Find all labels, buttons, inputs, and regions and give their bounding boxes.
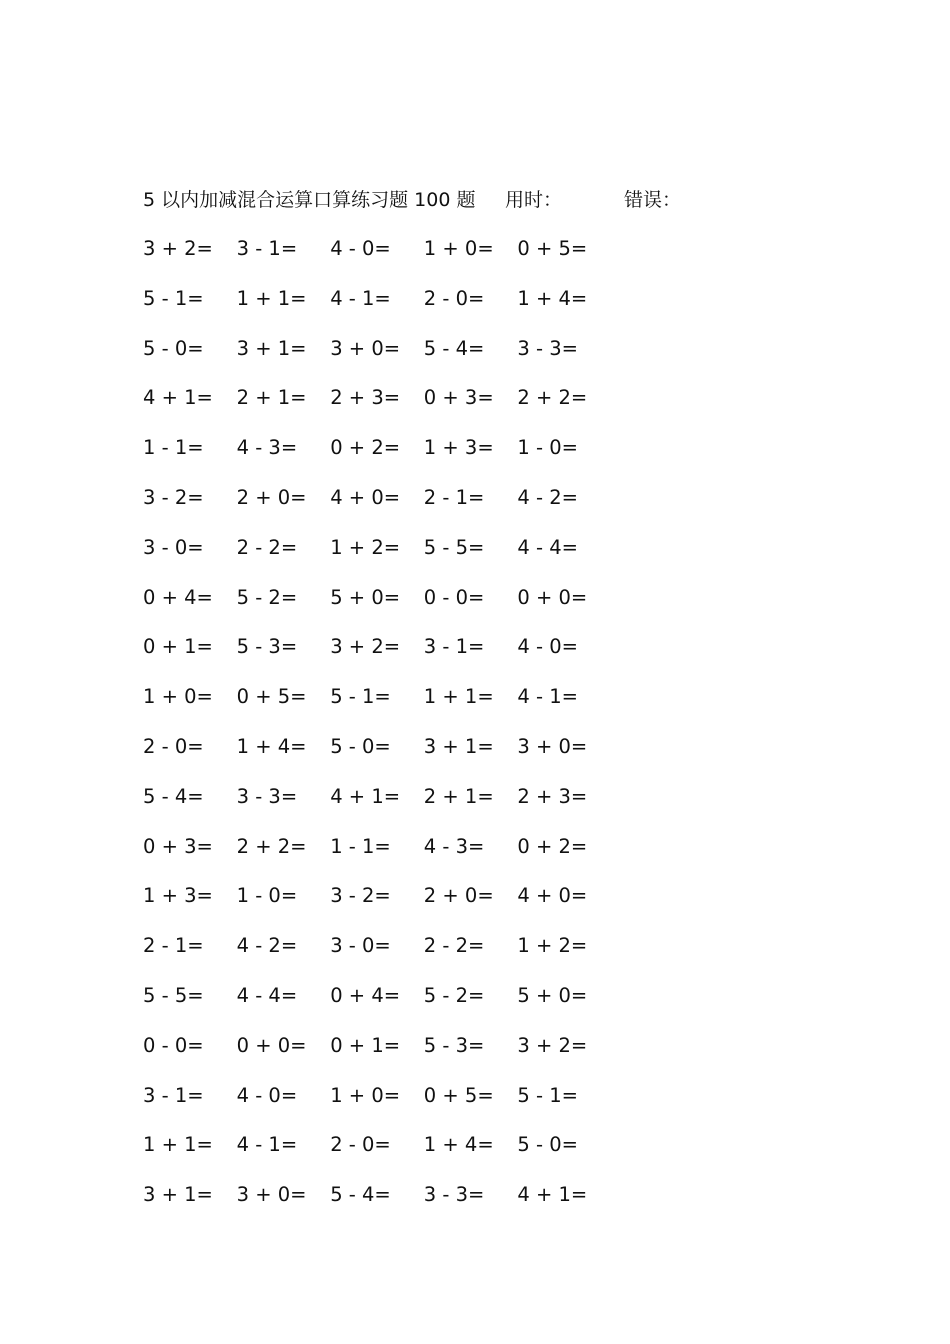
math-problem: 4 - 3= (236, 436, 298, 460)
error-count-label: 错误： (624, 189, 682, 211)
math-problem: 5 - 5= (143, 983, 204, 1007)
math-problem: 4 + 0= (517, 884, 588, 908)
problem-row (143, 880, 623, 930)
math-problem: 3 - 3= (517, 336, 578, 360)
math-problem: 4 - 2= (236, 934, 298, 958)
math-problem: 0 + 5= (236, 685, 307, 709)
math-problem: 4 - 4= (517, 535, 578, 559)
math-problem: 2 + 3= (517, 784, 588, 808)
math-problem: 5 + 0= (330, 585, 401, 609)
math-problem: 2 - 2= (236, 535, 298, 559)
math-problem: 1 + 3= (143, 884, 213, 908)
math-problem: 3 - 3= (236, 784, 298, 808)
math-problem: 4 - 1= (236, 1133, 298, 1157)
math-problem: 4 - 3= (423, 834, 485, 858)
math-problem: 4 - 0= (330, 237, 391, 260)
math-problem: 4 - 4= (236, 983, 298, 1007)
problem-row (143, 233, 623, 283)
math-problem: 3 + 2= (143, 237, 213, 260)
math-problem: 3 + 2= (330, 635, 401, 659)
math-problem: 3 - 2= (143, 485, 204, 509)
math-problem: 5 - 0= (143, 336, 204, 360)
math-problem: 2 + 1= (236, 386, 307, 410)
problem-row (143, 781, 623, 831)
math-problem: 2 - 0= (330, 1133, 391, 1157)
math-problem: 0 - 0= (143, 1033, 204, 1057)
math-problem: 3 + 1= (423, 734, 494, 758)
math-problem: 2 - 0= (423, 286, 485, 310)
math-problem: 3 + 0= (236, 1183, 307, 1207)
math-problem: 5 - 2= (423, 983, 485, 1007)
math-problem: 1 + 2= (517, 934, 588, 958)
math-problem: 4 + 0= (330, 485, 401, 509)
problem-row (143, 1179, 623, 1229)
math-problem: 3 - 2= (330, 884, 391, 908)
math-problem: 1 + 1= (143, 1133, 213, 1157)
math-problem: 0 + 4= (330, 983, 401, 1007)
math-problem: 3 + 1= (236, 336, 307, 360)
math-problem: 3 - 1= (143, 1083, 204, 1107)
math-problem: 5 - 1= (330, 685, 391, 709)
math-problem: 1 + 2= (330, 535, 401, 559)
math-problem: 5 - 5= (423, 535, 485, 559)
math-problem: 2 + 3= (330, 386, 401, 410)
math-problem: 5 - 0= (330, 734, 391, 758)
math-problem: 3 + 1= (143, 1183, 213, 1207)
math-problem: 3 - 1= (423, 635, 485, 659)
math-problem: 4 + 1= (517, 1183, 588, 1207)
math-problem: 0 + 2= (517, 834, 588, 858)
math-problem: 1 + 0= (143, 685, 213, 709)
math-problem: 5 - 1= (517, 1083, 578, 1107)
math-problem: 5 + 0= (517, 983, 588, 1007)
worksheet-title: 5 以内加减混合运算口算练习题 100 题 (143, 189, 476, 211)
math-problem: 5 - 1= (143, 286, 204, 310)
math-problem: 4 - 2= (517, 485, 578, 509)
math-problem: 3 - 1= (236, 237, 298, 260)
problem-grid (143, 233, 623, 1229)
problem-row (143, 1030, 623, 1080)
math-problem: 1 + 0= (423, 237, 494, 260)
math-problem: 0 + 3= (423, 386, 494, 410)
problem-row (143, 980, 623, 1030)
problem-row (143, 382, 623, 432)
math-problem: 5 - 4= (143, 784, 204, 808)
math-problem: 4 - 0= (517, 635, 578, 659)
math-problem: 5 - 0= (517, 1133, 578, 1157)
math-problem: 0 + 2= (330, 436, 401, 460)
math-problem: 3 - 0= (330, 934, 391, 958)
math-problem: 4 - 1= (517, 685, 578, 709)
math-problem: 1 - 0= (236, 884, 298, 908)
math-problem: 1 + 1= (236, 286, 307, 310)
math-problem: 3 - 3= (423, 1183, 485, 1207)
problem-row (143, 532, 623, 582)
math-problem: 1 - 1= (330, 834, 391, 858)
math-problem: 1 + 3= (423, 436, 494, 460)
math-problem: 4 - 1= (330, 286, 391, 310)
problem-row (143, 731, 623, 781)
math-problem: 0 + 5= (423, 1083, 494, 1107)
math-problem: 5 - 2= (236, 585, 298, 609)
math-problem: 4 - 0= (236, 1083, 298, 1107)
math-problem: 1 + 1= (423, 685, 494, 709)
math-problem: 5 - 4= (330, 1183, 391, 1207)
problem-row (143, 432, 623, 482)
math-problem: 0 + 3= (143, 834, 213, 858)
math-problem: 1 + 0= (330, 1083, 401, 1107)
math-problem: 0 + 1= (330, 1033, 401, 1057)
math-problem: 3 - 0= (143, 535, 204, 559)
math-problem: 4 + 1= (330, 784, 401, 808)
math-problem: 2 - 2= (423, 934, 485, 958)
math-problem: 2 + 2= (236, 834, 307, 858)
math-problem: 2 - 0= (143, 734, 204, 758)
math-problem: 0 + 4= (143, 585, 213, 609)
math-problem: 2 - 1= (143, 934, 204, 958)
math-problem: 0 - 0= (423, 585, 485, 609)
problem-row (143, 482, 623, 532)
math-problem: 0 + 5= (517, 237, 588, 260)
problem-row (143, 333, 623, 383)
math-problem: 1 - 1= (143, 436, 204, 460)
math-problem: 0 + 1= (143, 635, 213, 659)
problem-row (143, 631, 623, 681)
problem-row (143, 681, 623, 731)
math-problem: 5 - 3= (236, 635, 298, 659)
math-problem: 1 + 4= (517, 286, 588, 310)
math-problem: 0 + 0= (517, 585, 588, 609)
math-problem: 0 + 0= (236, 1033, 307, 1057)
math-problem: 1 + 4= (236, 734, 307, 758)
math-problem: 2 + 2= (517, 386, 588, 410)
math-problem: 1 + 4= (423, 1133, 494, 1157)
problem-row (143, 283, 623, 333)
time-used-label: 用时： (505, 189, 563, 211)
math-problem: 4 + 1= (143, 386, 213, 410)
problem-row (143, 582, 623, 632)
problem-row (143, 1080, 623, 1130)
problem-row (143, 1129, 623, 1179)
math-problem: 5 - 3= (423, 1033, 485, 1057)
problem-row (143, 930, 623, 980)
math-problem: 5 - 4= (423, 336, 485, 360)
math-problem: 3 + 2= (517, 1033, 588, 1057)
math-problem: 2 + 1= (423, 784, 494, 808)
math-problem: 2 + 0= (423, 884, 494, 908)
math-problem: 2 + 0= (236, 485, 307, 509)
math-problem: 1 - 0= (517, 436, 578, 460)
math-problem: 3 + 0= (330, 336, 401, 360)
math-problem: 2 - 1= (423, 485, 485, 509)
problem-row (143, 831, 623, 881)
math-problem: 3 + 0= (517, 734, 588, 758)
